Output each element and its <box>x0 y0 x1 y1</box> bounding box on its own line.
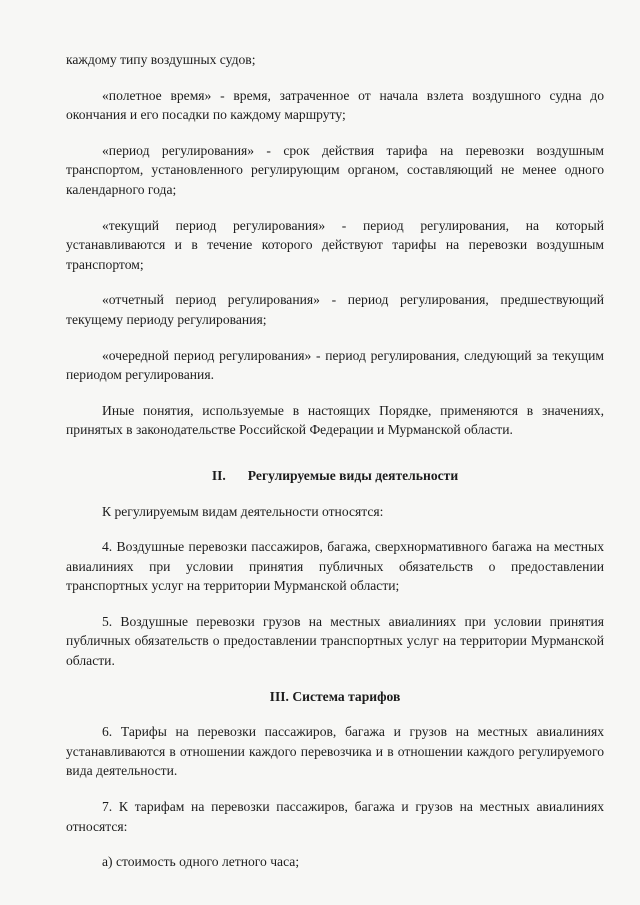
clause-7a: а) стоимость одного летного часа; <box>102 854 300 870</box>
other-terms-paragraph: Иные понятия, используемые в настоящих Порядке, применяются в значениях, принятых в законодательстве Российской Федерации и Мурманской области. <box>66 402 604 438</box>
definition-reporting-period: «отчетный период регулирования» - период регулирования, предшествующий текущему периоду регулирования; <box>66 292 604 327</box>
definition-flight-time: «полетное время» - время, затраченное от начала взлета воздушного судна до окончания и его посадки по каждому маршруту; <box>66 87 604 123</box>
clause-7: 7. К тарифам на перевозки пассажиров, багажа и грузов на местных авиалиниях относятся: <box>66 799 604 834</box>
section-heading-2 <box>66 466 604 486</box>
section-number: II. <box>211 467 226 483</box>
section-title: Регулируемые виды деятельности <box>247 467 459 483</box>
paragraph: К регулируемым видам деятельности относятся: <box>102 503 384 519</box>
section-heading-3: III. Система тарифов <box>269 688 401 704</box>
definition-regulation-period: «период регулирования» - срок действия тарифа на перевозки воздушным транспортом, установленного регулирующим органом, составляющий не менее одного календарного года; <box>66 142 604 197</box>
clause-5: 5. Воздушные перевозки грузов на местных авиалиниях при условии принятия публичных обязательств о предоставлении транспортных услуг на территории Мурманской области. <box>66 613 604 669</box>
definition-current-period: «текущий период регулирования» - период регулирования, на который устанавливаются и в течение которого действуют тарифы на перевозки воздушным транспортом; <box>66 217 604 272</box>
clause-4: 4. Воздушные перевозки пассажиров, багажа, сверхнормативного багажа на местных авиалиниях при условии принятия публичных обязательств о предоставлении транспортных услуг на территории Мурманской области; <box>66 539 604 594</box>
clause-6: 6. Тарифы на перевозки пассажиров, багажа и грузов на местных авиалиниях устанавливаются в отношении каждого перевозчика и в отношении каждого регулируемого вида деятельности. <box>66 724 604 779</box>
definition-next-period: «очередной период регулирования» - период регулирования, следующий за текущим периодом регулирования. <box>66 347 604 383</box>
paragraph: каждому типу воздушных судов; <box>66 52 256 67</box>
